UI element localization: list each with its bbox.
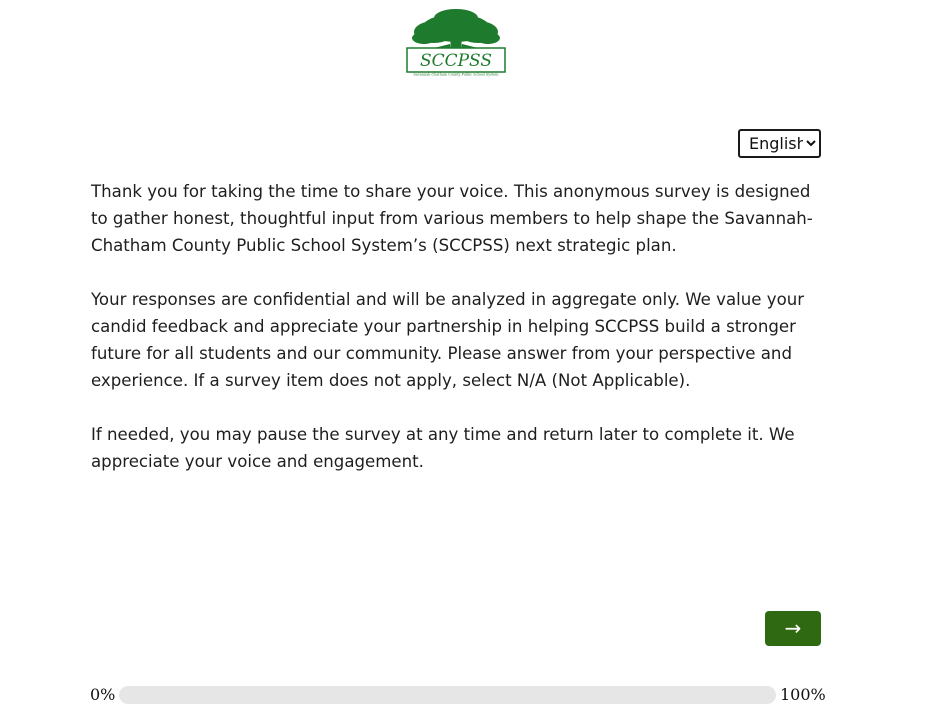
intro-paragraph-2: Your responses are confidential and will be analyzed in aggregate only. We value your candid feedback and appreciate your partnership in helping SCCPSS build a stronger future for all students and our community. Please answer from your perspective and experience. If a survey item does not apply, select N/A (Not Applicable). xyxy=(91,290,805,390)
progress-start-label: 0% xyxy=(90,685,116,704)
sccpss-logo xyxy=(404,8,508,78)
survey-intro xyxy=(91,178,826,502)
logo-wordmark: SCCPSS xyxy=(419,51,493,71)
tree-logo-icon xyxy=(404,8,508,78)
progress-bar xyxy=(119,686,776,704)
intro-paragraph-1: Thank you for taking the time to share your voice. This anonymous survey is designed to gather honest, thoughtful input from various members to help shape the Savannah-Chatham County Public School System’s (SCCPSS) next strategic plan. xyxy=(91,182,813,255)
language-select[interactable] xyxy=(738,129,821,158)
logo-tagline: Savannah-Chatham County Public School System xyxy=(413,72,499,77)
intro-paragraph-3: If needed, you may pause the survey at any time and return later to complete it. We appreciate your voice and engagement. xyxy=(91,425,795,471)
progress-end-label: 100% xyxy=(780,685,826,704)
next-button[interactable]: → xyxy=(765,611,821,646)
